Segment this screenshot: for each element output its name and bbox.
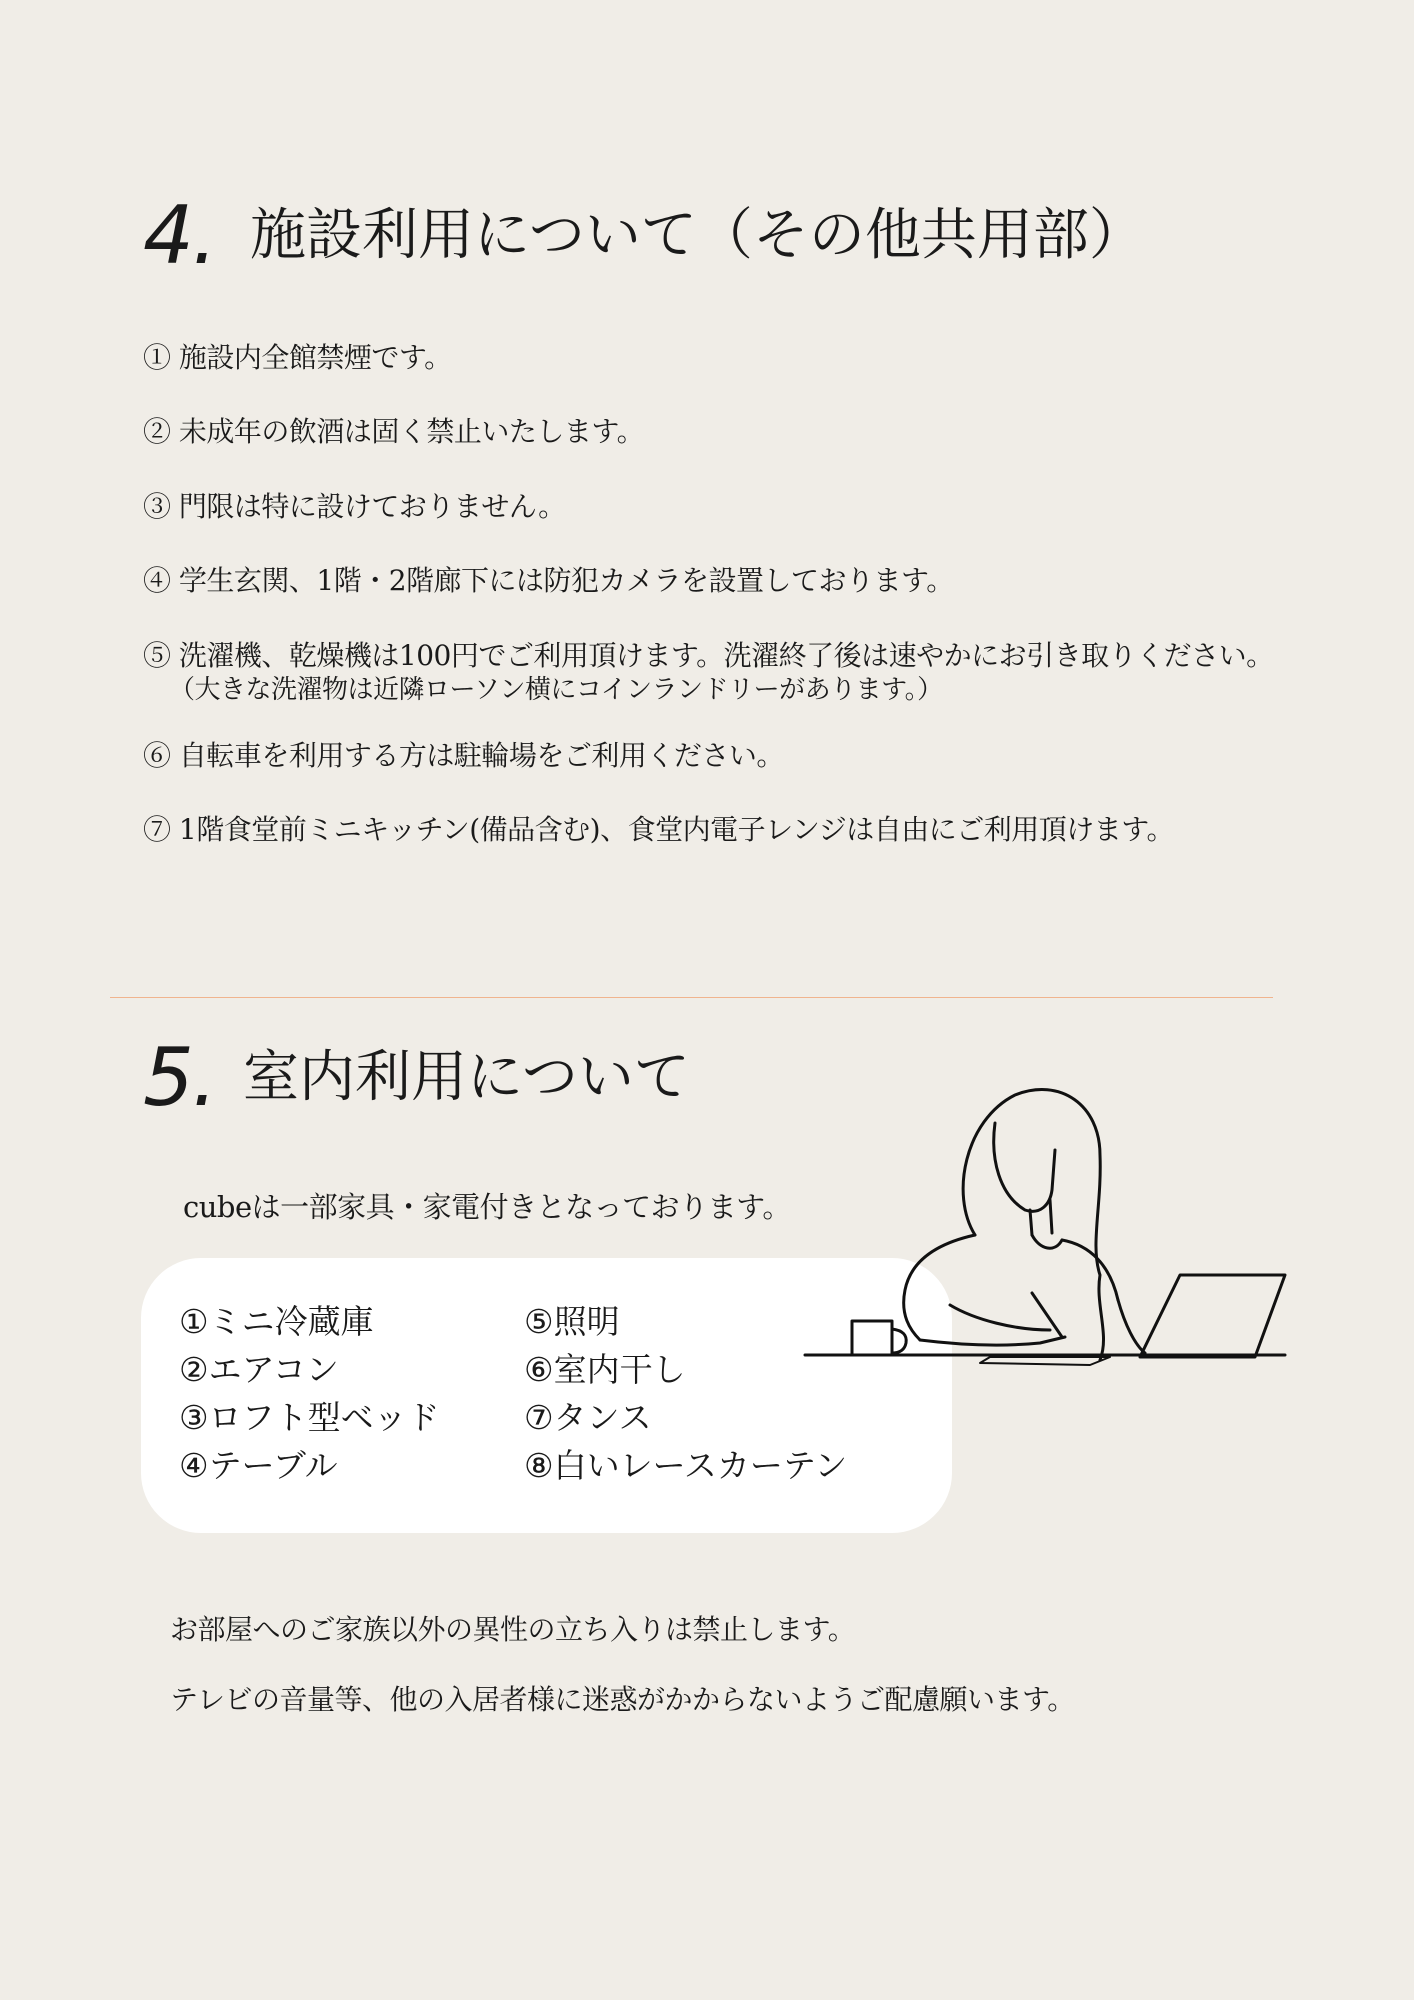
rule-item: ② 未成年の飲酒は固く禁止いたします。 <box>143 415 645 449</box>
section-4-number: 4. <box>143 189 216 282</box>
furniture-item: ②エアコン <box>179 1350 339 1389</box>
room-rule: お部屋へのご家族以外の異性の立ち入りは禁止します。 <box>170 1613 856 1646</box>
rule-item: ⑤ 洗濯機、乾燥機は100円でご利用頂けます。洗濯終了後は速やかにお引き取りください。 （大きな洗濯物は近隣ローソン横にコインランドリーがあります。） <box>143 638 1343 708</box>
furniture-item: ⑤照明 <box>524 1302 620 1341</box>
furniture-item: ⑧白いレースカーテン <box>524 1446 848 1485</box>
furniture-item: ③ロフト型ベッド <box>179 1398 440 1437</box>
rule-item: ⑦ 1階食堂前ミニキッチン(備品含む)、食堂内電子レンジは自由にご利用頂けます。 <box>143 813 1174 847</box>
section-5-title: 室内利用について <box>243 1045 690 1110</box>
furniture-item: ①ミニ冷蔵庫 <box>179 1302 374 1341</box>
rule-note: （大きな洗濯物は近隣ローソン横にコインランドリーがあります。） <box>169 674 943 705</box>
section-4-title: 施設利用について（その他共用部） <box>250 203 1145 268</box>
woman-at-laptop-illustration <box>800 1075 1300 1395</box>
furniture-item: ⑦タンス <box>524 1398 652 1437</box>
room-rules-notes <box>170 1608 1075 1748</box>
furniture-item: ⑥室内干し <box>524 1350 686 1389</box>
section-divider <box>110 997 1273 998</box>
furniture-intro: cubeは一部家具・家電付きとなっております。 <box>183 1190 791 1224</box>
rule-item: ⑥ 自転車を利用する方は駐輪場をご利用ください。 <box>143 738 784 772</box>
facility-rules-list <box>143 340 1343 887</box>
furniture-item: ④テーブル <box>179 1446 338 1485</box>
section-5-number: 5. <box>143 1031 216 1124</box>
rule-item: ④ 学生玄関、1階・2階廊下には防犯カメラを設置しております。 <box>143 564 954 598</box>
room-rule: テレビの音量等、他の入居者様に迷惑がかからないようご配慮願います。 <box>170 1683 1075 1716</box>
rule-item: ① 施設内全館禁煙です。 <box>143 341 452 374</box>
furniture-list-left <box>179 1298 440 1490</box>
furniture-list-right <box>524 1298 847 1490</box>
rule-item: ③ 門限は特に設けておりません。 <box>143 489 566 523</box>
